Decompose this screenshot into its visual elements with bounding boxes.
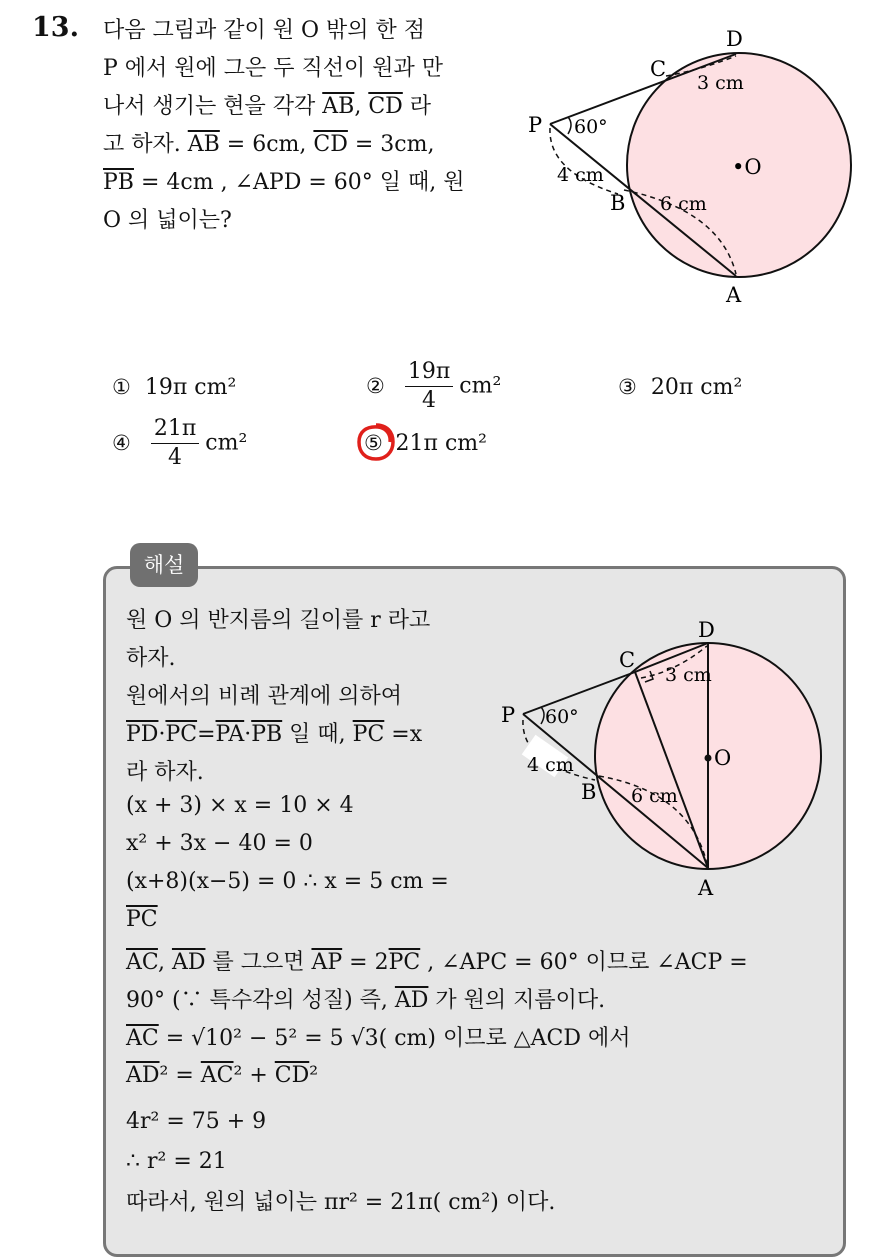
text-segment: 라 [402, 94, 432, 119]
overlined-segment: $\overline{AB}$ [322, 94, 355, 119]
text-segment: 나서 생기는 현을 각각 [103, 94, 323, 119]
choice-2[interactable] [366, 358, 501, 415]
text-segment: · [158, 722, 166, 747]
text-segment: · [244, 722, 252, 747]
overlined-segment: $\overline{PD}$ [126, 722, 159, 747]
angle-arc [568, 117, 571, 134]
text-segment: , [354, 94, 369, 119]
overlined-segment: $\overline{AD}$ [126, 1063, 160, 1088]
choice-2-denominator: 4 [422, 388, 437, 413]
choice-5-mark: ⑤ [364, 431, 390, 455]
figure-1-diagram [520, 20, 865, 315]
solution-line-5: 라 하자. [126, 760, 204, 785]
overlined-segment: $\overline{CD}$ [313, 132, 348, 157]
choice-3-mark: ③ [618, 375, 637, 399]
choice-3[interactable] [618, 375, 742, 400]
label-d-2: D [698, 618, 715, 642]
label-p: P [528, 113, 543, 137]
text-segment: =x [384, 722, 423, 747]
text-segment: , ∠APC = 60° 이므로 ∠ACP = [420, 950, 748, 975]
label-o-2: O [714, 746, 732, 770]
solution-line-4 [126, 717, 422, 748]
solution-line-6: (x + 3) × x = 10 × 4 [126, 793, 354, 818]
solution-line-8: (x+8)(x−5) = 0 ∴ x = 5 cm = [126, 869, 449, 894]
overlined-segment: $\overline{AD}$ [171, 950, 206, 975]
solution-line-13 [126, 1063, 318, 1088]
choice-4[interactable] [112, 415, 247, 472]
solution-line-10 [126, 945, 748, 976]
text-segment: ² + [233, 1063, 275, 1088]
overlined-segment: $\overline{CD}$ [274, 1063, 310, 1088]
choice-4-denominator: 4 [168, 445, 183, 470]
overlined-segment: $\overline{AD}$ [394, 988, 429, 1013]
solution-line-11 [126, 983, 605, 1014]
question-line-4 [103, 126, 434, 164]
angle-label-2: 60° [545, 706, 579, 728]
solution-line-14: 4r² = 75 + 9 [126, 1109, 267, 1134]
label-b-2: B [581, 780, 597, 804]
label-o: •O [732, 155, 762, 179]
text-segment: = 2 [342, 950, 389, 975]
solution-tag: 해설 [130, 543, 198, 587]
overlined-segment: $\overline{AC}$ [126, 950, 158, 975]
solution-line-2: 하자. [126, 646, 176, 671]
choice-1-text: 19π cm² [144, 375, 237, 400]
question-line-5 [103, 164, 464, 202]
overlined-segment: $\overline{PC}$ [352, 722, 385, 747]
length-pb: 4 cm [557, 164, 604, 186]
choice-4-unit: cm² [205, 430, 248, 456]
label-b: B [610, 191, 626, 215]
overlined-segment: $\overline{PB}$ [251, 722, 283, 747]
label-a-2: A [698, 876, 714, 900]
overlined-segment: $\overline{PB}$ [103, 170, 134, 195]
overlined-segment: $\overline{AC}$ [126, 1026, 159, 1051]
figure-2-diagram [495, 612, 835, 902]
choice-5-text: 21π cm² [395, 431, 487, 456]
choice-3-text: 20π cm² [650, 375, 743, 400]
choice-1[interactable] [112, 375, 236, 400]
label-a: A [726, 283, 742, 307]
angle-arc-2 [541, 707, 544, 724]
label-c: C [650, 57, 667, 81]
solution-line-16: 따라서, 원의 넓이는 πr² = 21π( cm²) 이다. [126, 1190, 556, 1215]
question-line-1: 다음 그림과 같이 원 O 밖의 한 점 [103, 18, 426, 43]
text-segment: ² [309, 1063, 319, 1088]
text-segment: = 3cm, [347, 132, 435, 157]
length-cd-2: 3 cm [665, 664, 712, 686]
text-segment: 일 때, [282, 722, 353, 747]
length-ab-2: 6 cm [631, 785, 678, 807]
solution-line-15: ∴ r² = 21 [126, 1149, 227, 1174]
text-segment: 를 그으면 [205, 950, 312, 975]
question-line-6: O 의 넓이는? [103, 208, 232, 233]
text-segment: , [157, 950, 172, 975]
text-segment: = 4cm , ∠APD = 60° 일 때, 원 [133, 170, 465, 195]
center-dot [705, 755, 712, 762]
overlined-segment: $\overline{PA}$ [215, 722, 245, 747]
text-segment: = 6cm, [219, 132, 314, 157]
overlined-segment: $\overline{PC}$ [388, 950, 421, 975]
choice-2-unit: cm² [459, 373, 502, 399]
length-pb-2: 4 cm [527, 754, 574, 776]
choice-2-mark: ② [366, 373, 385, 398]
text-segment: ² = [159, 1063, 201, 1088]
text-segment: 90° (∵ 특수각의 성질) 즉, [126, 988, 395, 1013]
overlined-segment: $\overline{PC}$ [126, 907, 158, 932]
text-segment: 가 원의 지름이다. [428, 988, 606, 1013]
choice-5[interactable] [364, 431, 487, 456]
solution-line-12 [126, 1021, 631, 1052]
choice-1-mark: ① [112, 375, 131, 399]
label-d: D [726, 27, 743, 51]
question-line-3 [103, 88, 431, 126]
selected-answer-circle-icon [356, 422, 396, 462]
overlined-segment: $\overline{AB}$ [187, 132, 220, 157]
question-number: 13. [32, 12, 79, 43]
solution-line-1: 원 O 의 반지름의 길이를 r 라고 [126, 608, 431, 633]
text-segment: = √10² − 5² = 5 √3( cm) 이므로 △ACD 에서 [158, 1026, 631, 1051]
angle-label: 60° [574, 116, 608, 138]
length-cd: 3 cm [697, 72, 744, 94]
solution-line-9 [126, 907, 158, 932]
length-ab: 6 cm [660, 193, 707, 215]
question-line-2: P 에서 원에 그은 두 직선이 원과 만 [103, 56, 444, 81]
solution-line-7: x² + 3x − 40 = 0 [126, 831, 313, 856]
choice-4-numerator: 21π [151, 415, 199, 444]
choice-2-numerator: 19π [405, 358, 453, 387]
overlined-segment: $\overline{CD}$ [368, 94, 403, 119]
overlined-segment: $\overline{AC}$ [200, 1063, 234, 1088]
overlined-segment: $\overline{PC}$ [165, 722, 198, 747]
solution-line-3: 원에서의 비례 관계에 의하여 [126, 684, 403, 709]
text-segment: 고 하자. [103, 132, 188, 157]
choice-4-mark: ④ [112, 430, 131, 455]
label-p-2: P [501, 703, 516, 727]
overlined-segment: $\overline{AP}$ [311, 950, 343, 975]
label-c-2: C [619, 648, 636, 672]
text-segment: = [197, 722, 216, 747]
